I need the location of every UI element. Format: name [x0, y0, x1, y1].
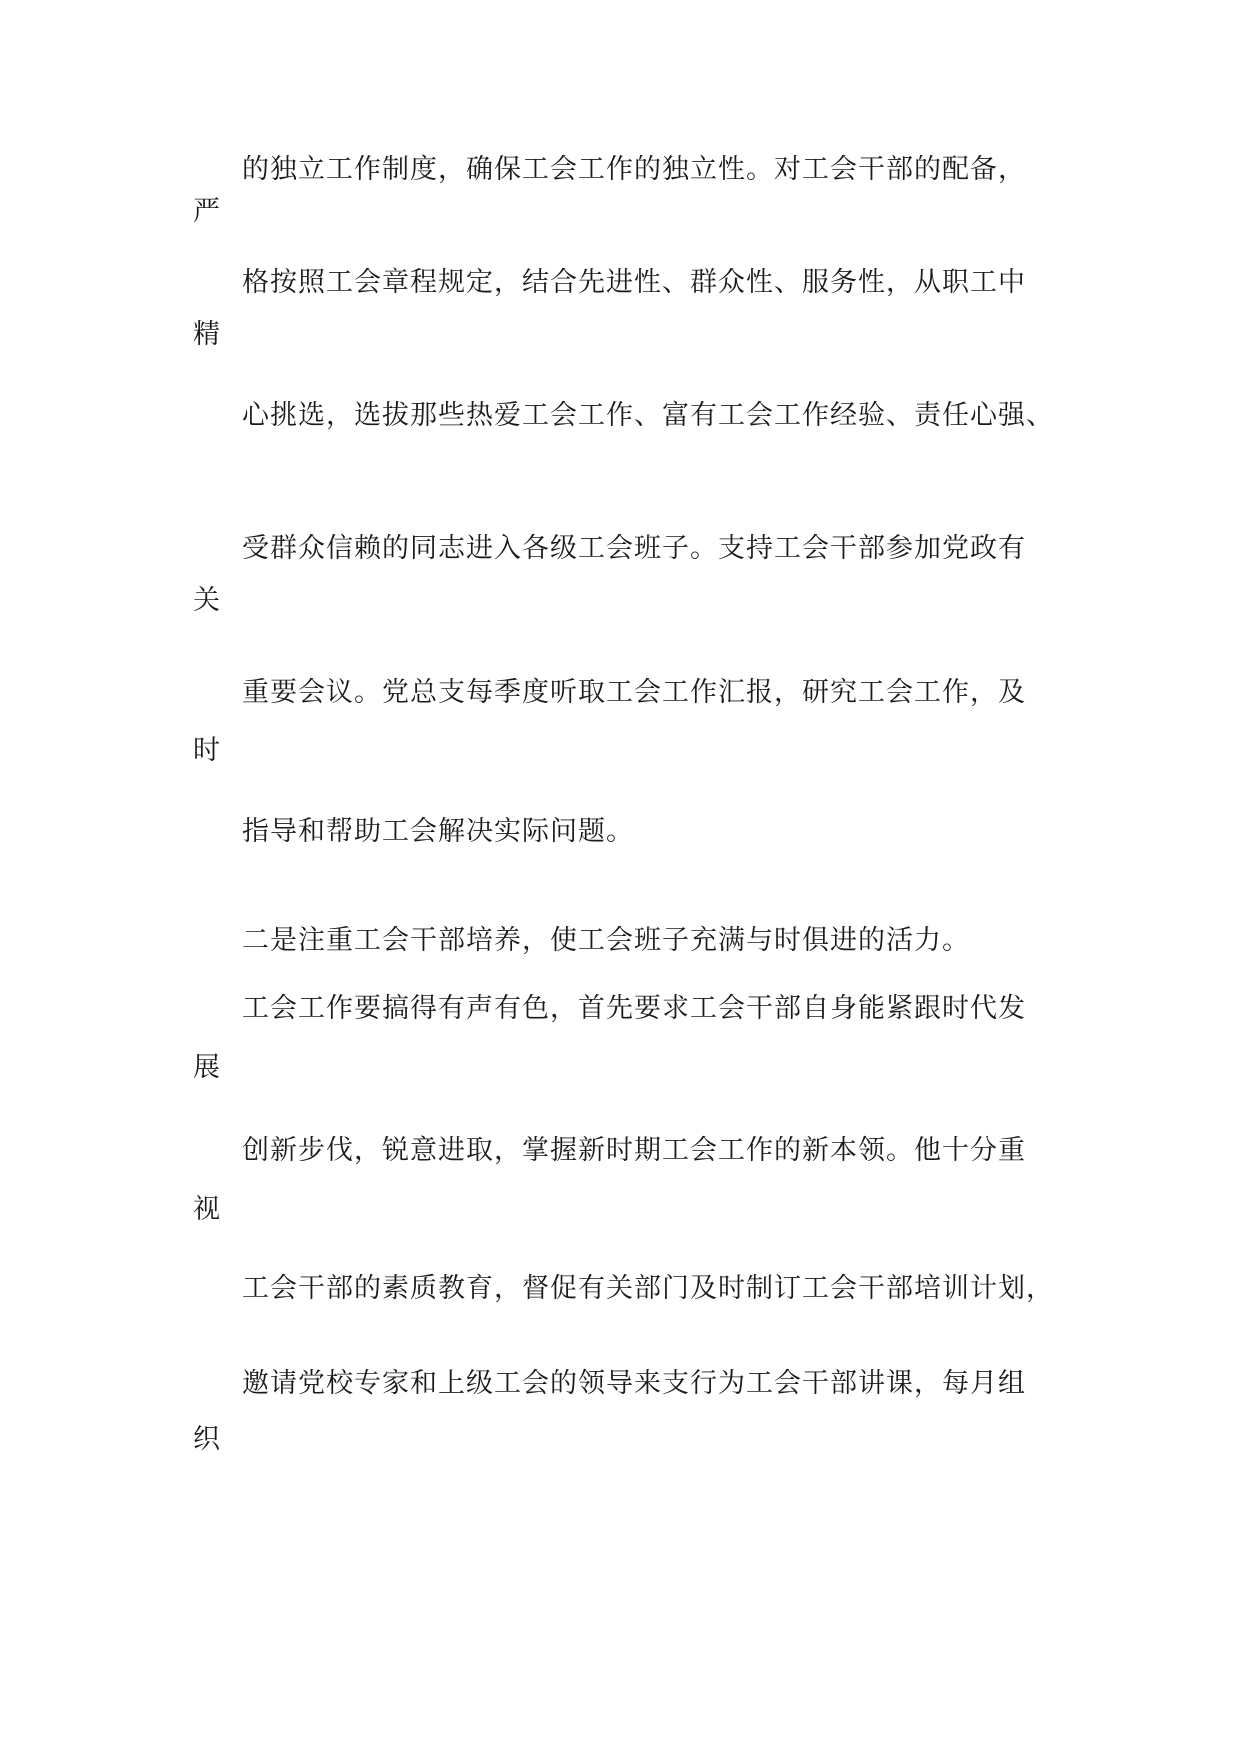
text-line: 工会工作要搞得有声有色，首先要求工会干部自身能紧跟时代发: [242, 993, 1026, 1024]
text-line: 严: [193, 196, 221, 227]
text-line: 邀请党校专家和上级工会的领导来支行为工会干部讲课，每月组: [242, 1368, 1026, 1399]
text-line: 的独立工作制度，确保工会工作的独立性。对工会干部的配备，: [242, 154, 1026, 185]
text-line: 展: [193, 1052, 221, 1083]
text-line: 工会干部的素质教育，督促有关部门及时制订工会干部培训计划，: [242, 1273, 1054, 1304]
text-line: 受群众信赖的同志进入各级工会班子。支持工会干部参加党政有: [242, 533, 1026, 564]
text-line: 时: [193, 735, 221, 766]
text-line: 关: [193, 585, 221, 616]
text-line: 二是注重工会干部培养，使工会班子充满与时俱进的活力。: [242, 925, 970, 956]
text-line: 创新步伐，锐意进取，掌握新时期工会工作的新本领。他十分重: [242, 1135, 1026, 1166]
text-line: 视: [193, 1194, 221, 1225]
text-line: 格按照工会章程规定，结合先进性、群众性、服务性，从职工中: [242, 267, 1026, 298]
text-line: 精: [193, 319, 221, 350]
text-line: 心挑选，选拔那些热爱工会工作、富有工会工作经验、责任心强、: [242, 400, 1054, 431]
text-line: 织: [193, 1424, 221, 1455]
text-line: 重要会议。党总支每季度听取工会工作汇报，研究工会工作，及: [242, 677, 1026, 708]
text-line: 指导和帮助工会解决实际问题。: [242, 816, 634, 847]
